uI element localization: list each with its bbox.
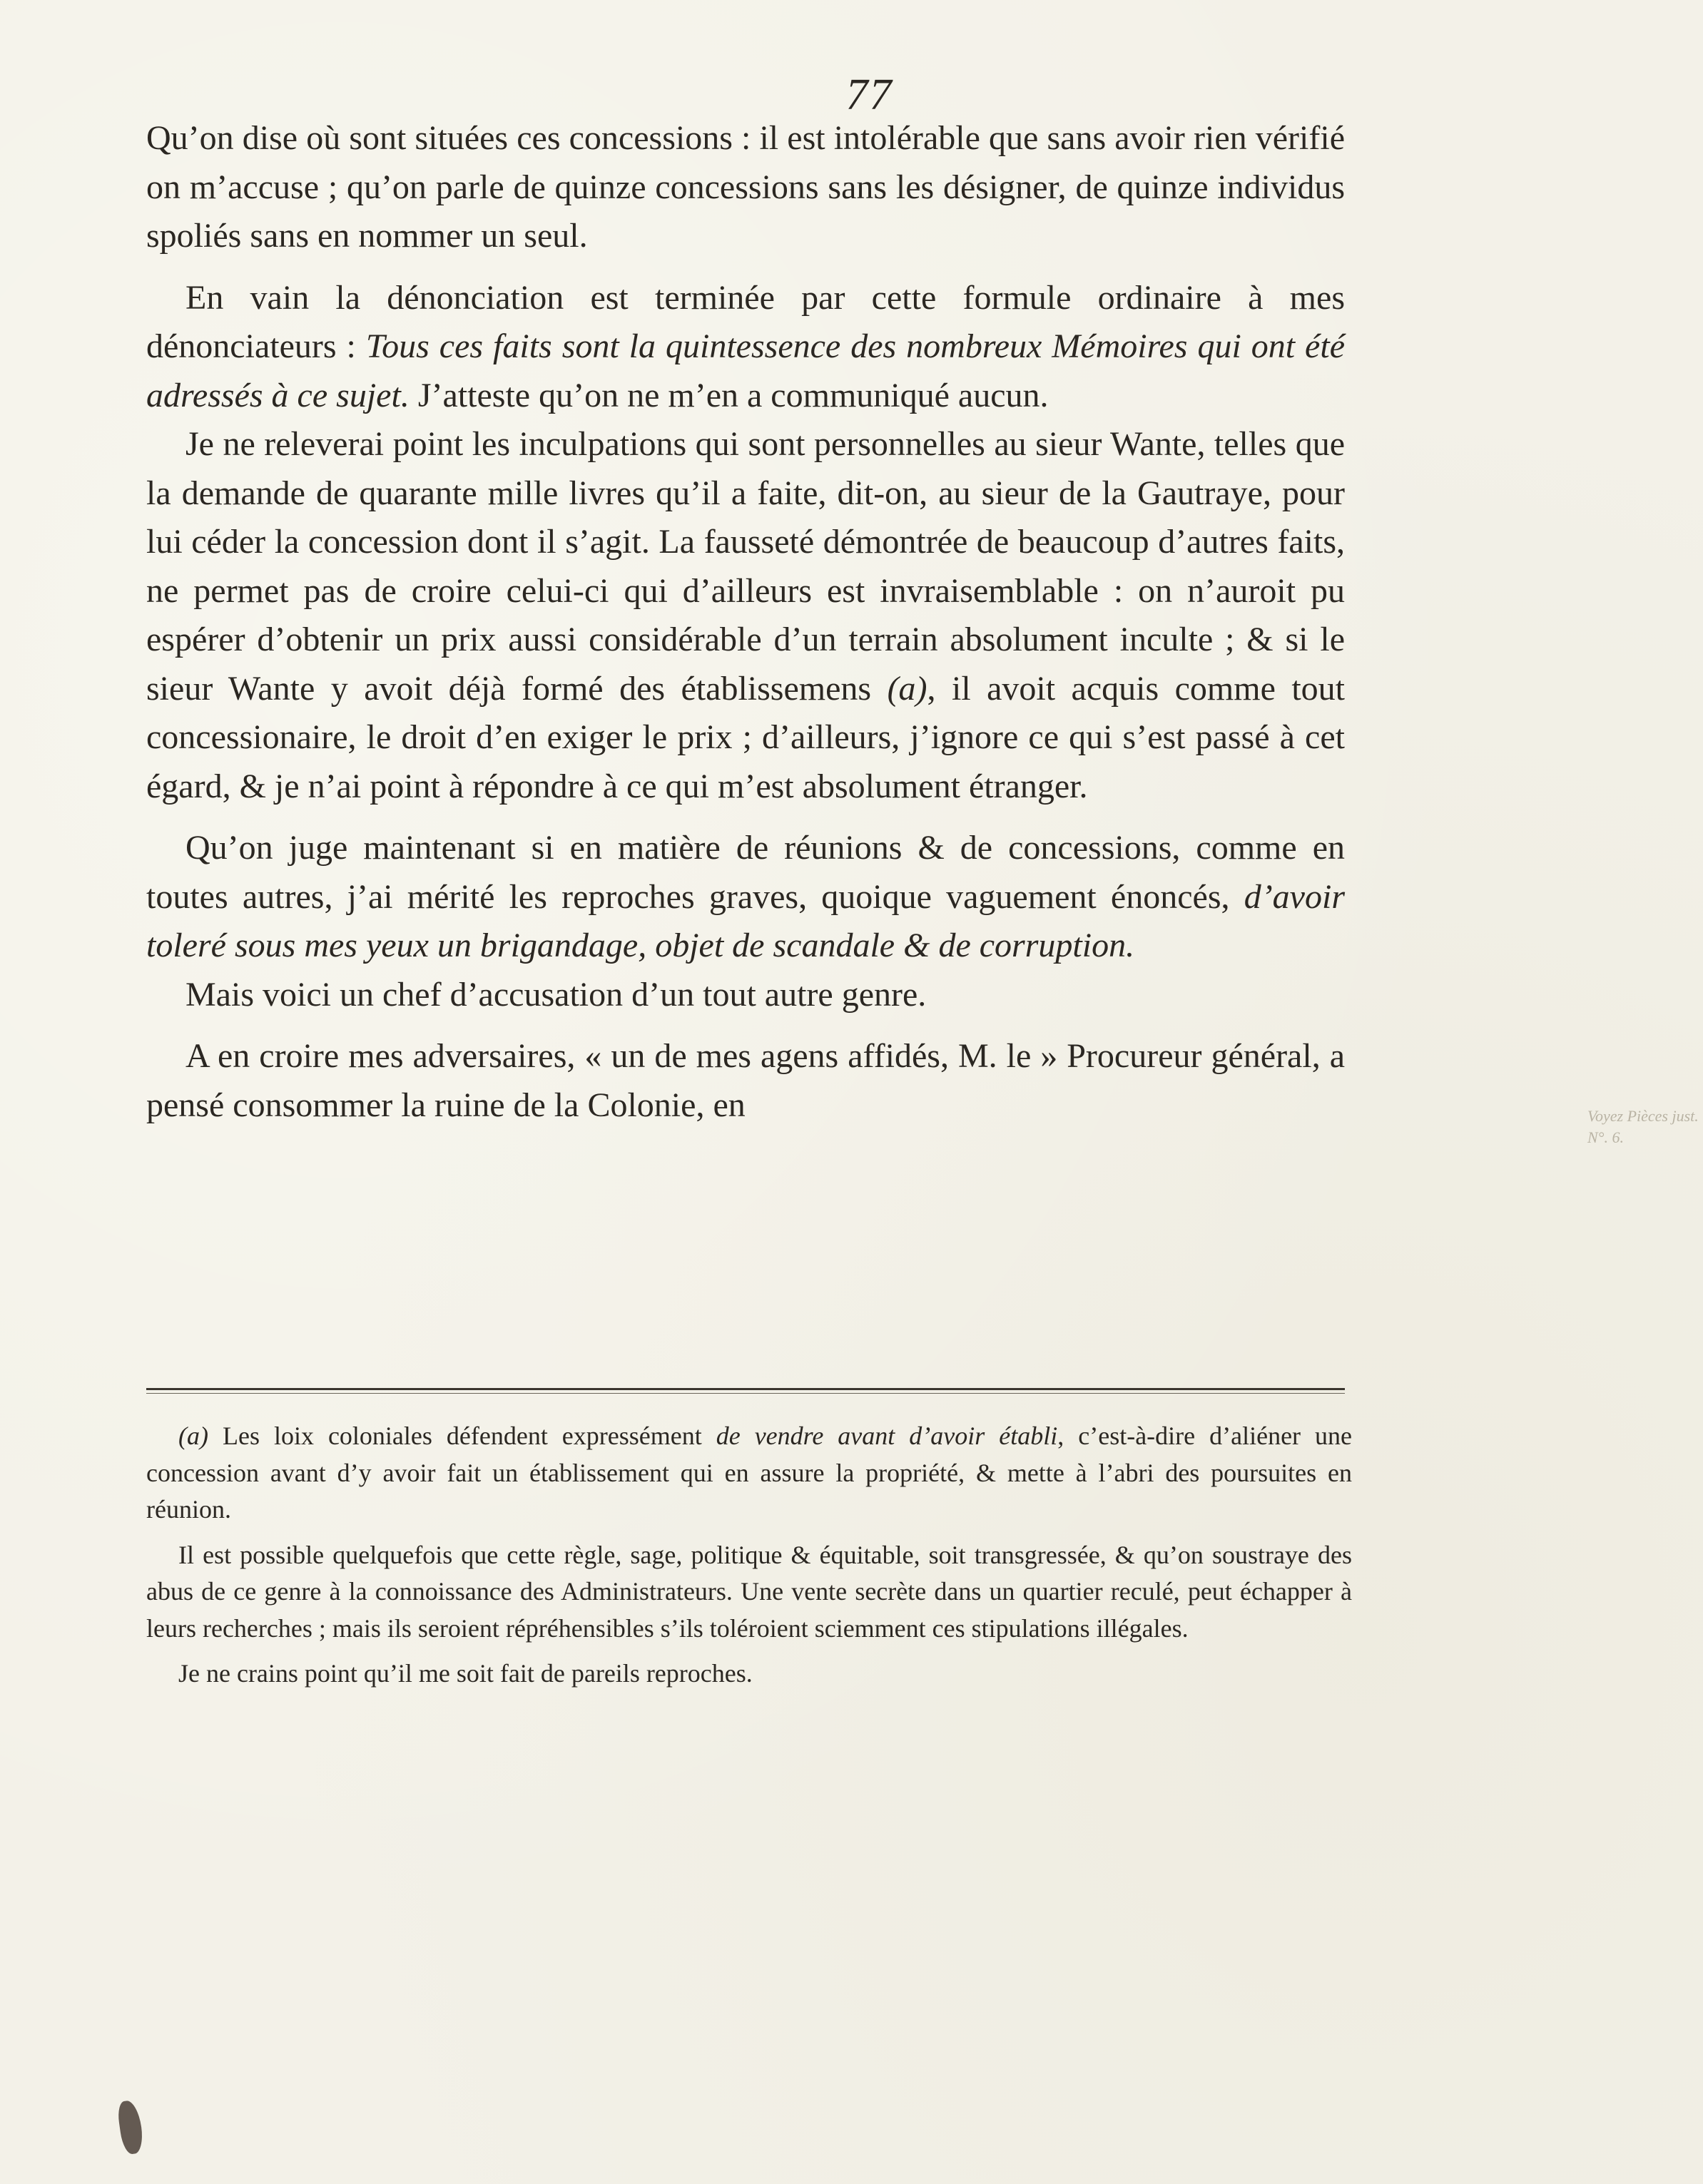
footnote-1-end: , c’est-à-dire d’aliéner une concession avant d’y avoir fait un établissement qui en assure la propriété, & mette à l’abri des poursuites en réunion.	[146, 1422, 1353, 1524]
paragraph-3-end: , il avoit acquis comme tout concessionaire, le droit d’en exiger le prix ; d’ailleurs, j’ignore ce qui s’est passé à cet égard, & je n’ai point à répondre à ce qui m’est absolument étranger.	[146, 669, 1345, 805]
paragraph-2	[146, 274, 1345, 421]
paragraph-6: A en croire mes adversaires, « un de mes agens affidés, M. le » Procureur général, a pensé consommer la ruine de la Colonie, en	[146, 1037, 1345, 1124]
footnotes	[146, 1418, 1352, 1693]
paragraph-4	[146, 824, 1345, 971]
footnote-separator	[146, 1388, 1345, 1390]
footnote-2: Il est possible quelquefois que cette règle, sage, politique & équitable, soit transgressée, & qu’on soustraye des abus de ce genre à la connoissance des Administrateurs. Une vente secrète dans un quartier reculé, peut échapper à leurs recherches ; mais ils seroient répréhensibles s’ils toléroient sciemment ces stipulations illégales.	[146, 1540, 1352, 1643]
paragraph-2-quote: Tous ces faits sont la quintessence des nombreux Mémoires qui ont été adressés à ce sujet.	[146, 327, 1346, 414]
paragraph-3	[146, 420, 1345, 811]
paragraph-1: Qu’on dise où sont situées ces concessions : il est intolérable que sans avoir rien vérifié on m’accuse ; qu’on parle de quinze concessions sans les désigner, de quinze individus spoliés sans en nommer un seul.	[146, 119, 1345, 255]
paragraph-5: Mais voici un chef d’accusation d’un tout autre genre.	[185, 975, 927, 1014]
footnote-1	[146, 1418, 1352, 1529]
ink-stain	[116, 2099, 145, 2155]
margin-note: Voyez Pièces just. N°. 6.	[1587, 1107, 1699, 1146]
footnote-1-quote: de vendre avant d’avoir établi	[716, 1422, 1058, 1450]
footnote-reference: (a)	[887, 669, 927, 708]
paragraph-2-end: J’atteste qu’on ne m’en a communiqué aucun.	[409, 376, 1049, 414]
paragraph-4-quote: d’avoir toleré sous mes yeux un brigandage, objet de scandale & de corruption.	[146, 877, 1345, 964]
footnote-1-start: Les loix coloniales défendent expressément	[208, 1422, 716, 1450]
paragraph-2-start: En vain la dénonciation est terminée par cette formule ordinaire à mes dénonciateurs :	[146, 278, 1345, 365]
paragraph-3-start: Je ne releverai point les inculpations qui sont personnelles au sieur Wante, telles que la demande de quarante mille livres qu’il a faite, dit-on, au sieur de la Gautraye, pour lui céder la concession dont il s’agit. La fausseté démontrée de beaucoup d’autres faits, ne permet pas de croire celui-ci qui d’ailleurs est invraisemblable : on n’auroit pu espérer d’obtenir un prix aussi considérable d’un terrain absolument inculte ; & si le sieur Wante y avoit déjà formé des établissemens	[146, 425, 1345, 708]
paragraph-4-start: Qu’on juge maintenant si en matière de réunions & de concessions, comme en toutes autres, j’ai mérité les reproches graves, quoique vaguement énoncés,	[146, 829, 1345, 916]
footnote-3: Je ne crains point qu’il me soit fait de pareils reproches.	[178, 1659, 753, 1688]
page-number: 77	[845, 71, 893, 119]
body-text	[146, 114, 1345, 1130]
footnote-separator-thin	[146, 1393, 1345, 1394]
footnote-1-ref: (a)	[178, 1422, 208, 1450]
